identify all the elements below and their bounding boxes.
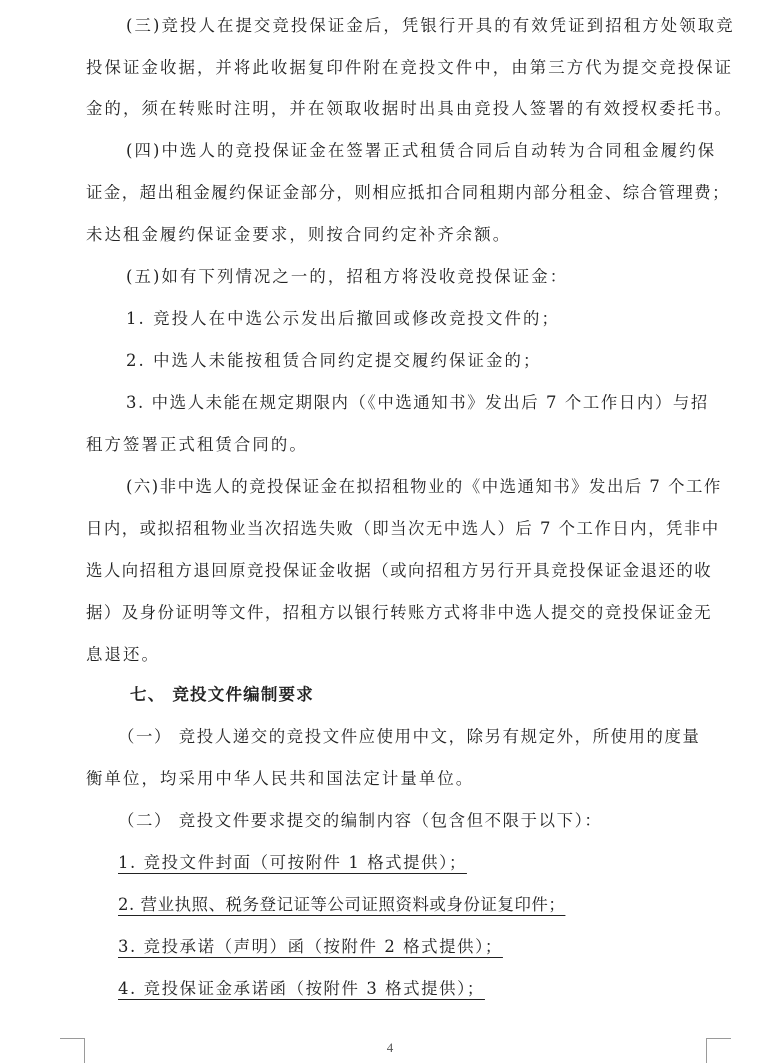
para6-line-1: (六)非中选人的竞投保证金在拟招租物业的《中选通知书》发出后 7 个工作 [126, 477, 722, 496]
sec7-list-item-1: 1. 竞投文件封面（可按附件 1 格式提供）； [118, 853, 467, 872]
sec7-list-item-4: 4. 竞投保证金承诺函（按附件 3 格式提供）； [118, 979, 485, 998]
para6-line-3: 选人向招租方退回原竞投保证金收据（或向招租方另行开具竞投保证金退还的收 [86, 561, 713, 580]
para4-line-2: 证金，超出租金履约保证金部分，则相应抵扣合同租期内部分租金、综合管理费； [86, 183, 731, 202]
para5-line-1: (五)如有下列情况之一的，招租方将没收竞投保证金： [126, 267, 569, 286]
para4-line-1: (四)中选人的竞投保证金在签署正式租赁合同后自动转为合同租金履约保 [126, 141, 717, 160]
page-number: 4 [386, 1040, 394, 1055]
para6-line-2: 日内，或拟招租物业当次招选失败（即当次无中选人）后 7 个工作日内，凭非中 [86, 519, 720, 538]
para6-line-4: 据）及身份证明等文件，招租方以银行转账方式将非中选人提交的竞投保证金无 [86, 603, 713, 622]
sec7-item-1-line-1: （一） 竞投人递交的竞投文件应使用中文，除另有规定外，所使用的度量 [118, 727, 701, 746]
para3-line-1: (三)竞投人在提交竞投保证金后，凭银行开具的有效凭证到招租方处领取竞 [126, 16, 735, 35]
para5-item-1: 1. 竞投人在中选公示发出后撤回或修改竞投文件的； [126, 309, 560, 328]
sec7-list-item-3: 3. 竞投承诺（声明）函（按附件 2 格式提供）； [118, 937, 503, 956]
para6-line-5: 息退还。 [86, 645, 160, 664]
para5-item-2: 2. 中选人未能按租赁合同约定提交履约保证金的； [126, 351, 542, 370]
section-7-heading: 七、 竞投文件编制要求 [130, 685, 314, 704]
para3-line-3: 金的，须在转账时注明，并在领取收据时出具由竞投人签署的有效授权委托书。 [86, 99, 734, 118]
sec7-item-1-line-2: 衡单位，均采用中华人民共和国法定计量单位。 [86, 769, 475, 788]
sec7-list-item-2: 2. 营业执照、税务登记证等公司证照资料或身份证复印件； [118, 895, 566, 914]
para4-line-3: 未达租金履约保证金要求，则按合同约定补齐余额。 [86, 225, 512, 244]
para3-line-2: 投保证金收据，并将此收据复印件附在竞投文件中，由第三方代为提交竞投保证 [86, 58, 734, 77]
para5-item-3-line-2: 租方签署正式租赁合同的。 [86, 435, 308, 454]
sec7-item-2-line-1: （二） 竞投文件要求提交的编制内容（包含但不限于以下）： [118, 811, 603, 830]
para5-item-3-line-1: 3. 中选人未能在规定期限内（《中选通知书》发出后 7 个工作日内）与招 [126, 393, 709, 412]
